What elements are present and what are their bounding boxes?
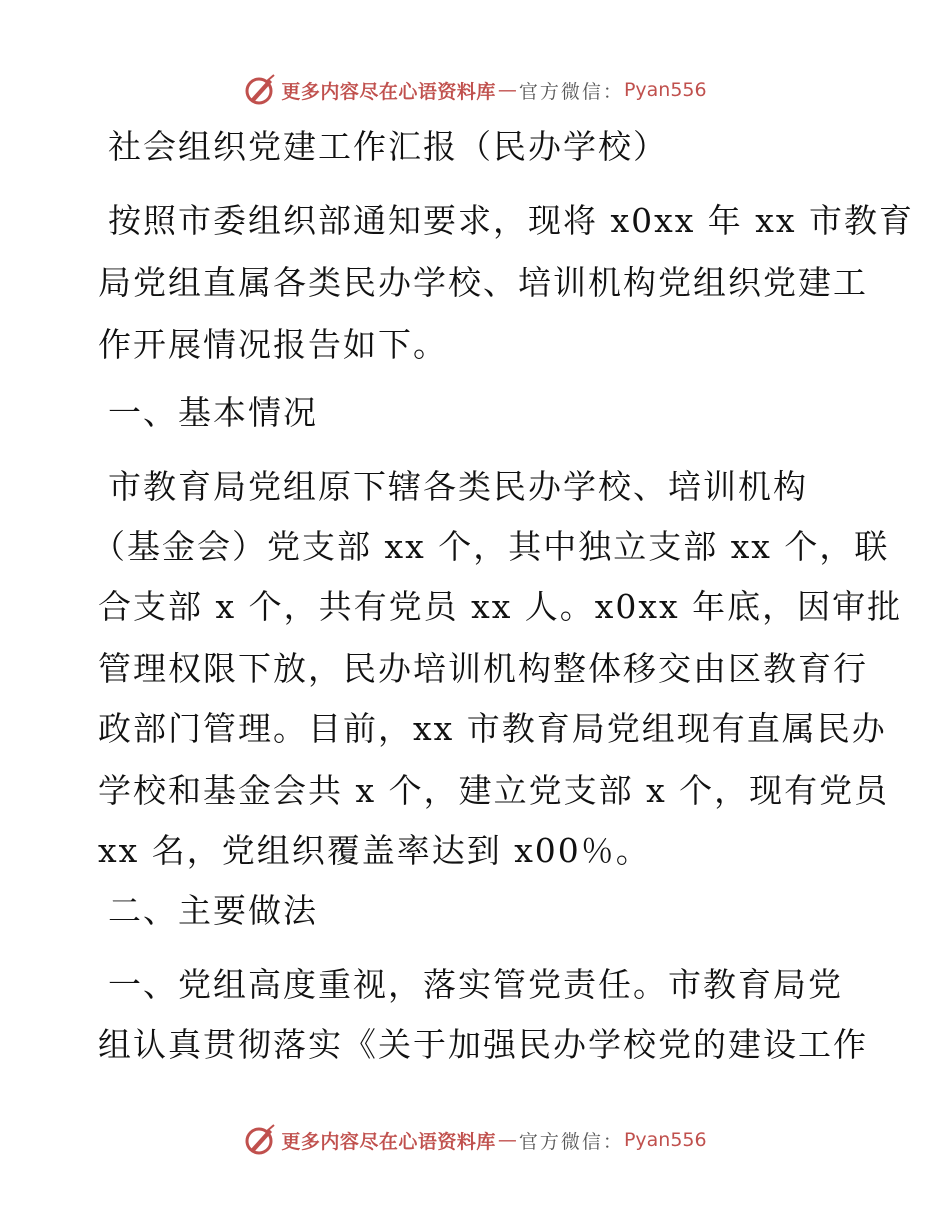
watermark-site-text: 更多内容尽在心语资料库 bbox=[281, 1130, 496, 1153]
watermark-banner-top bbox=[0, 70, 950, 110]
section1-line-4: 管理权限下放，民办培训机构整体移交由区教育行 bbox=[98, 649, 868, 688]
quill-logo-icon bbox=[243, 1123, 277, 1157]
section1-line-6: 学校和基金会共 x 个，建立党支部 x 个，现有党员 bbox=[98, 771, 890, 810]
watermark-label: 官方微信： bbox=[518, 1130, 624, 1153]
watermark-banner-bottom bbox=[0, 1120, 950, 1160]
watermark-dash: — bbox=[497, 1129, 517, 1151]
section1-line-2: （基金会）党支部 xx 个，其中独立支部 xx 个，联 bbox=[92, 527, 890, 566]
watermark-wechat-id: Pyan556 bbox=[623, 1129, 707, 1151]
document-title: 社会组织党建工作汇报（民办学校） bbox=[108, 127, 668, 166]
section2-heading: 二、主要做法 bbox=[108, 891, 318, 930]
section2-line-1: 一、党组高度重视，落实管党责任。市教育局党 bbox=[108, 965, 843, 1004]
watermark-label: 官方微信： bbox=[518, 80, 624, 103]
quill-logo-icon bbox=[243, 73, 277, 107]
section1-line-3: 合支部 x 个，共有党员 xx 人。x0xx 年底，因审批 bbox=[98, 587, 903, 626]
intro-line-3: 作开展情况报告如下。 bbox=[98, 325, 448, 364]
section1-line-7: xx 名，党组织覆盖率达到 x00％。 bbox=[98, 831, 651, 870]
section1-line-5: 政部门管理。目前，xx 市教育局党组现有直属民办 bbox=[98, 709, 887, 748]
section1-heading: 一、基本情况 bbox=[108, 393, 318, 432]
intro-line-2: 局党组直属各类民办学校、培训机构党组织党建工 bbox=[98, 263, 868, 302]
section2-line-2: 组认真贯彻落实《关于加强民办学校党的建设工作 bbox=[98, 1025, 868, 1064]
section1-line-1: 市教育局党组原下辖各类民办学校、培训机构 bbox=[108, 467, 808, 506]
watermark-dash: — bbox=[497, 79, 517, 101]
intro-line-1: 按照市委组织部通知要求，现将 x0xx 年 xx 市教育 bbox=[108, 201, 915, 240]
watermark-wechat-id: Pyan556 bbox=[623, 79, 707, 101]
watermark-site-text: 更多内容尽在心语资料库 bbox=[281, 80, 496, 103]
